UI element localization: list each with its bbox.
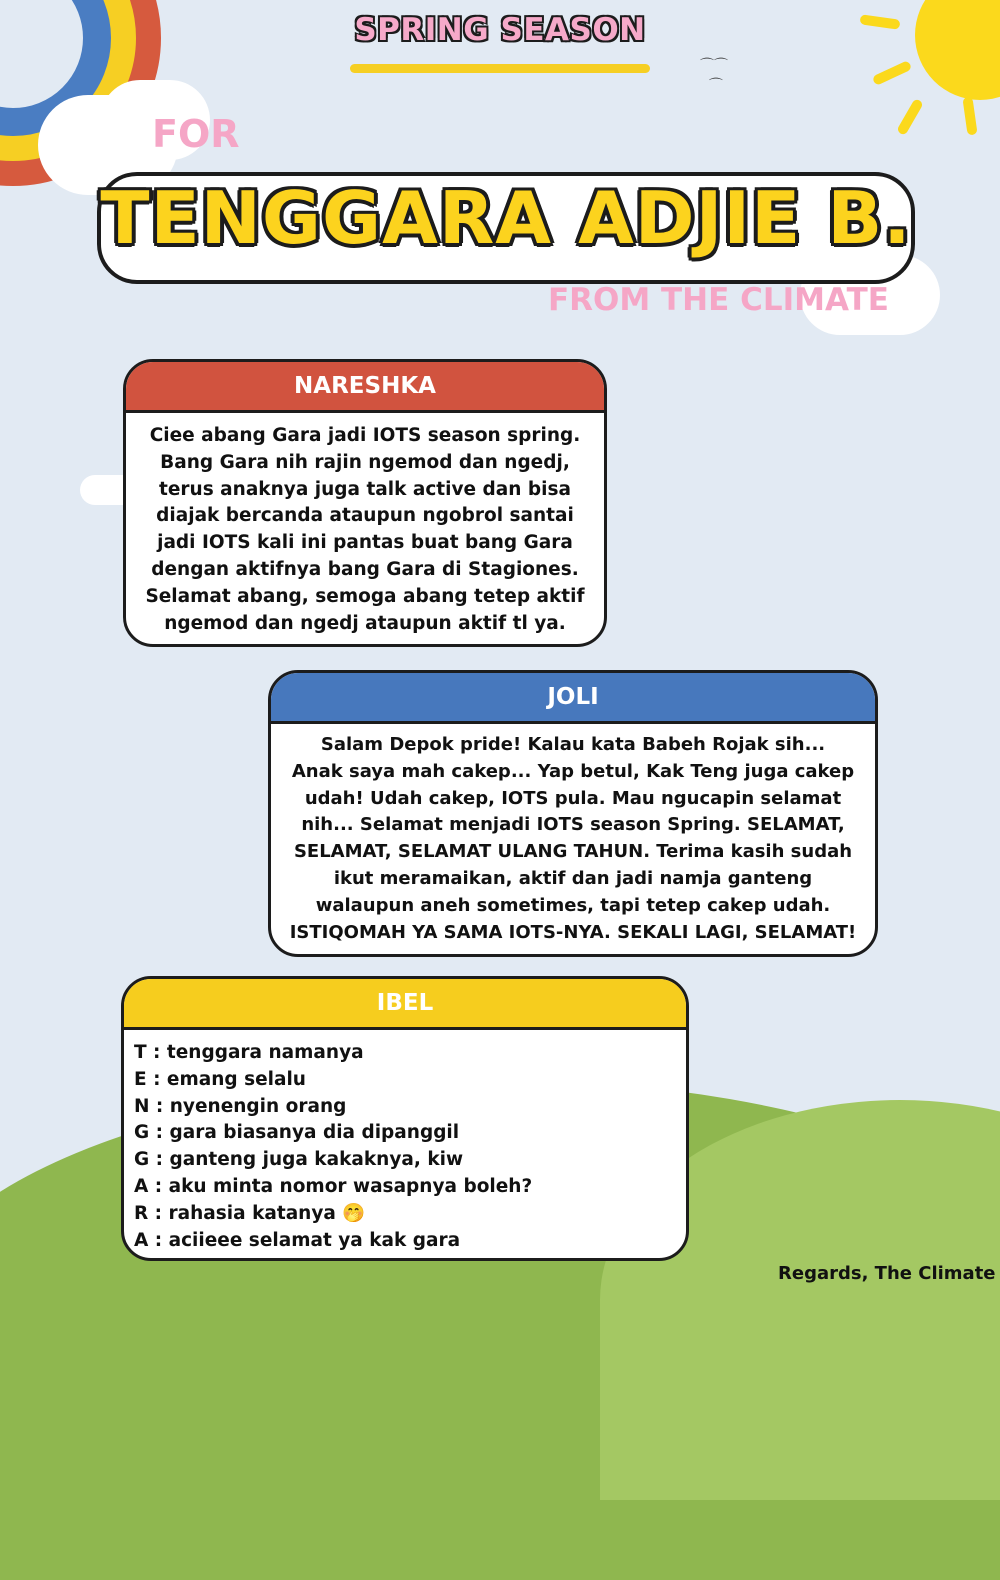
acrostic-line: A : aciieee selamat ya kak gara bbox=[134, 1229, 461, 1251]
sun-ray-icon bbox=[872, 60, 912, 86]
message-line: nih... Selamat menjadi IOTS season Spring. SELAMAT, bbox=[301, 814, 845, 836]
message-card-nareshka bbox=[123, 359, 607, 647]
acrostic-line: E : emang selalu bbox=[134, 1068, 306, 1090]
card-header bbox=[271, 673, 875, 724]
message-card-joli bbox=[268, 670, 878, 957]
for-label: FOR bbox=[152, 112, 240, 156]
message-line: ISTIQOMAH YA SAMA IOTS-NYA. SEKALI LAGI, SELAMAT! bbox=[289, 921, 857, 943]
message-line: SELAMAT, SELAMAT ULANG TAHUN. Terima kasih sudah bbox=[293, 841, 853, 863]
recipient-name: TENGGARA ADJIE B. bbox=[100, 176, 912, 260]
message-line: ngemod dan ngedj ataupun aktif tl ya. bbox=[164, 612, 566, 634]
acrostic-line: G : ganteng juga kakaknya, kiw bbox=[134, 1149, 464, 1171]
card-message bbox=[124, 1030, 686, 1254]
message-line: jadi IOTS kali ini pantas buat bang Gara bbox=[157, 532, 573, 554]
message-line: Salam Depok pride! Kalau kata Babeh Rojak sih... bbox=[320, 734, 826, 755]
card-header bbox=[126, 362, 604, 413]
message-card-ibel bbox=[121, 976, 689, 1261]
acrostic-line: R : rahasia katanya 🤭 bbox=[134, 1202, 366, 1224]
message-line: dengan aktifnya bang Gara di Stagiones. bbox=[151, 558, 579, 580]
sun-ray-icon bbox=[896, 98, 924, 136]
sun-ray-icon bbox=[962, 96, 977, 135]
card-author: JOLI bbox=[547, 684, 599, 710]
message-line: Selamat abang, semoga abang tetep aktif bbox=[145, 585, 585, 607]
card-message bbox=[271, 724, 875, 946]
acrostic-line: T : tenggara namanya bbox=[134, 1042, 364, 1063]
from-label: FROM THE CLIMATE bbox=[548, 282, 889, 318]
card-header bbox=[124, 979, 686, 1030]
card-message bbox=[126, 413, 604, 637]
message-line: diajak bercanda ataupun ngobrol santai bbox=[156, 505, 574, 527]
message-line: udah! Udah cakep, IOTS pula. Mau ngucapin selamat bbox=[304, 787, 842, 809]
season-underline bbox=[350, 64, 650, 73]
acrostic-line: G : gara biasanya dia dipanggil bbox=[134, 1122, 460, 1144]
acrostic-line: A : aku minta nomor wasapnya boleh? bbox=[134, 1175, 533, 1197]
message-line: Anak saya mah cakep... Yap betul, Kak Teng juga cakep bbox=[291, 760, 855, 782]
message-line: Ciee abang Gara jadi IOTS season spring. bbox=[149, 425, 581, 446]
message-line: terus anaknya juga talk active dan bisa bbox=[159, 478, 571, 500]
message-line: ikut meramaikan, aktif dan jadi namja ganteng bbox=[333, 867, 813, 889]
season-title: SPRING SEASON bbox=[354, 12, 646, 48]
acrostic-line: N : nyenengin orang bbox=[134, 1095, 347, 1117]
message-line: Bang Gara nih rajin ngemod dan ngedj, bbox=[160, 451, 570, 473]
message-line: walaupun aneh sometimes, tapi tetep cakep udah. bbox=[315, 894, 831, 916]
regards-signature: Regards, The Climate bbox=[778, 1263, 996, 1284]
card-author: IBEL bbox=[376, 990, 434, 1016]
birds-icon: ⌒⌒ ⌒ bbox=[700, 58, 728, 94]
card-author: NARESHKA bbox=[294, 373, 436, 399]
